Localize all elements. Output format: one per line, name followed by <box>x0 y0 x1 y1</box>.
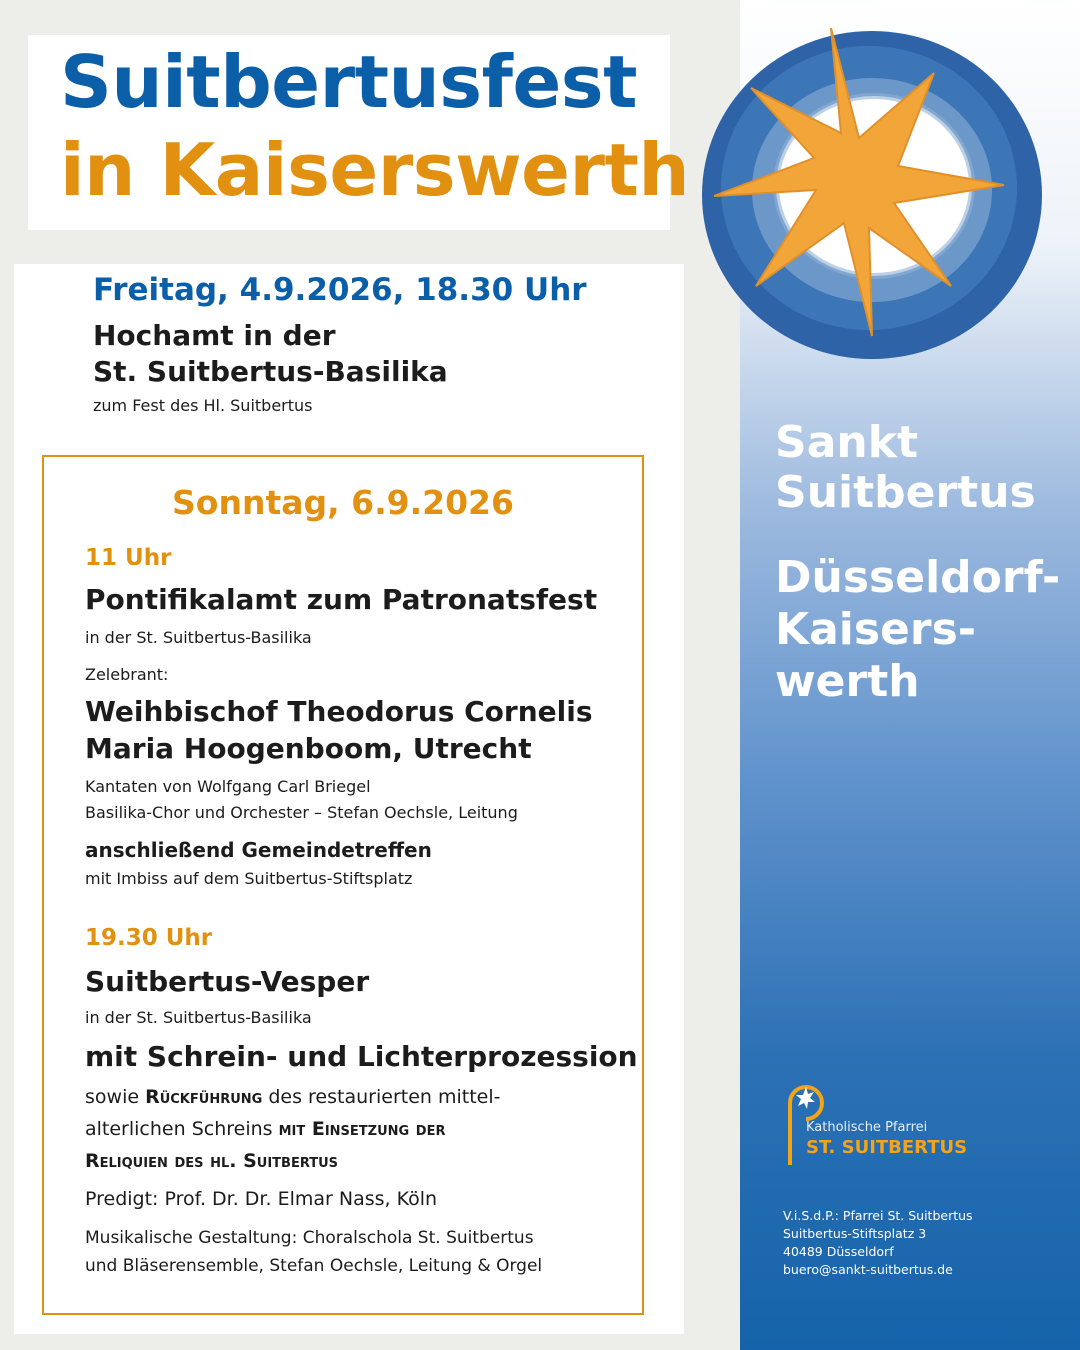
sidebar-location <box>775 552 1060 708</box>
parish-logo-label: Katholische Pfarrei <box>806 1120 928 1135</box>
friday-subtitle: zum Fest des Hl. Suitbertus <box>93 396 313 415</box>
sidebar-line5: werth <box>775 656 920 707</box>
imprint-line2: Suitbertus-Stiftsplatz 3 <box>783 1226 927 1241</box>
imprint-line1: V.i.S.d.P.: Pfarrei St. Suitbertus <box>783 1208 973 1223</box>
sidebar-line1: Sankt <box>775 417 918 468</box>
star-in-circle-icon <box>686 18 1056 368</box>
sidebar-line4: Kaisers- <box>775 604 977 655</box>
imprint <box>783 1207 973 1279</box>
friday-title-line2: St. Suitbertus-Basilika <box>93 355 448 388</box>
morning-location: in der St. Suitbertus-Basilika <box>85 628 312 647</box>
morning-title: Pontifikalamt zum Patronatsfest <box>85 583 598 616</box>
page-title-line2: in Kaiserswerth <box>60 128 690 212</box>
return-text-b: Rückführung <box>145 1086 263 1108</box>
friday-title <box>93 318 448 390</box>
page-title-line1: Suitbertusfest <box>60 40 638 124</box>
procession-title: mit Schrein- und Lichterprozession <box>85 1040 638 1073</box>
sidebar-line2: Suitbertus <box>775 467 1036 518</box>
morning-time: 11 Uhr <box>85 545 172 571</box>
evening-location: in der St. Suitbertus-Basilika <box>85 1008 312 1027</box>
evening-music-line1: Musikalische Gestaltung: Choralschola St. Suitbertus <box>85 1228 534 1248</box>
evening-music-line2: und Bläserensemble, Stefan Oechsle, Leitung & Orgel <box>85 1256 543 1276</box>
sunday-date: Sonntag, 6.9.2026 <box>172 483 514 522</box>
return-line2 <box>85 1118 446 1140</box>
sidebar-line3: Düsseldorf- <box>775 552 1061 603</box>
celebrant-label: Zelebrant: <box>85 665 169 684</box>
return-line1 <box>85 1086 500 1108</box>
return-text-d: alterlichen Schreins <box>85 1118 279 1140</box>
friday-title-line1: Hochamt in der <box>93 319 336 352</box>
evening-time: 19.30 Uhr <box>85 925 213 951</box>
morning-music-line1: Kantaten von Wolfgang Carl Briegel <box>85 777 371 796</box>
friday-date: Freitag, 4.9.2026, 18.30 Uhr <box>93 272 587 308</box>
parish-logo-name: ST. SUITBERTUS <box>806 1137 968 1158</box>
imprint-email: buero@sankt-suitbertus.de <box>783 1262 953 1277</box>
sermon-line: Predigt: Prof. Dr. Dr. Elmar Nass, Köln <box>85 1188 438 1210</box>
sidebar-parish-name <box>775 418 1036 518</box>
return-text-f: Reliquien des hl. Suitbertus <box>85 1150 339 1172</box>
celebrant-line2: Maria Hoogenboom, Utrecht <box>85 732 532 765</box>
after-title: anschließend Gemeindetreffen <box>85 838 432 862</box>
imprint-line3: 40489 Düsseldorf <box>783 1244 894 1259</box>
return-text-a: sowie <box>85 1086 146 1108</box>
return-text-e: mit Einsetzung der <box>278 1118 446 1140</box>
return-line3 <box>85 1150 338 1172</box>
evening-title: Suitbertus-Vesper <box>85 965 370 998</box>
return-text-c: des restaurierten mittel- <box>262 1086 501 1108</box>
morning-music-line2: Basilika-Chor und Orchester – Stefan Oechsle, Leitung <box>85 803 518 822</box>
celebrant-line1: Weihbischof Theodorus Cornelis <box>85 695 593 728</box>
after-subtitle: mit Imbiss auf dem Suitbertus-Stiftsplatz <box>85 869 413 888</box>
